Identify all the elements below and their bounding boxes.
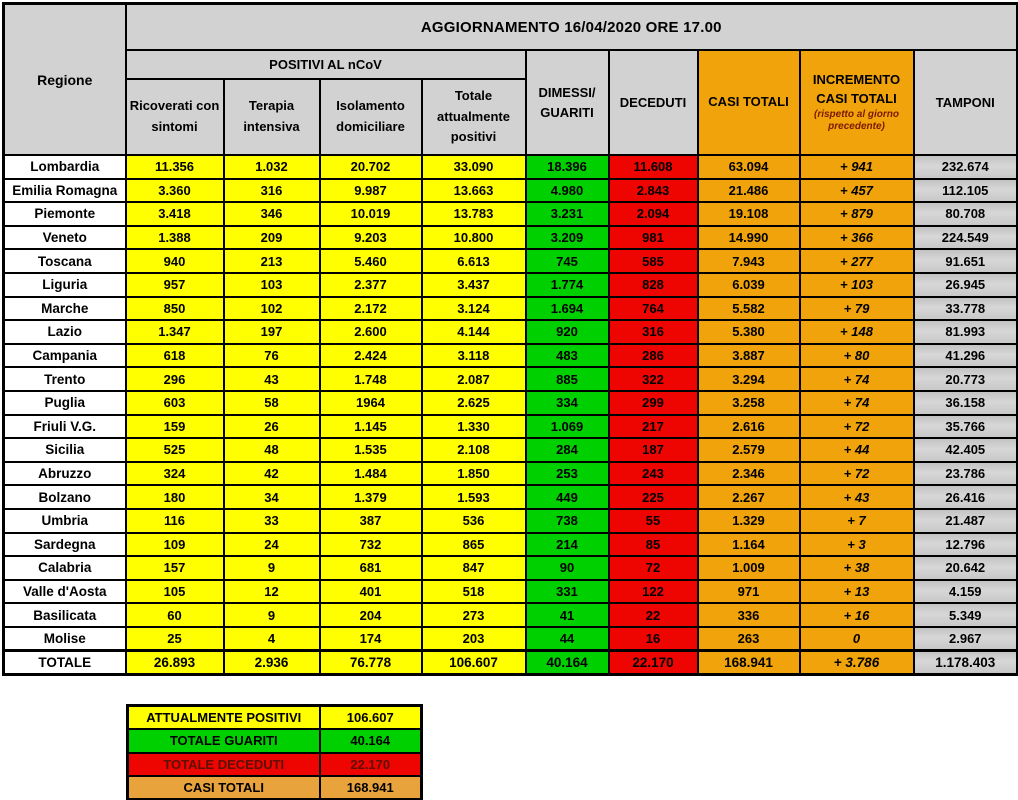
cell-totale-attualmente-positivi: 3.118	[422, 344, 526, 368]
cell-incremento-casi-totali: + 3.786	[800, 650, 914, 674]
cell-tamponi: 26.945	[914, 273, 1018, 297]
cell-tamponi: 112.105	[914, 179, 1018, 203]
cell-totale-attualmente-positivi: 1.850	[422, 462, 526, 486]
totale-positivi-header: Totale attualmente positivi	[422, 79, 526, 155]
legend-label: CASI TOTALI	[128, 776, 320, 800]
cell-deceduti: 981	[609, 226, 698, 250]
cell-ricoverati-con-sintomi: 26.893	[126, 650, 224, 674]
cell-terapia-intensiva: 1.032	[224, 155, 320, 179]
cell-incremento-casi-totali: + 44	[800, 438, 914, 462]
cell-dimessi-guariti: 214	[526, 533, 609, 557]
cell-dimessi-guariti: 18.396	[526, 155, 609, 179]
cell-totale-attualmente-positivi: 2.108	[422, 438, 526, 462]
cell-ricoverati-con-sintomi: 25	[126, 627, 224, 651]
cell-ricoverati-con-sintomi: 109	[126, 533, 224, 557]
cell-isolamento-domiciliare: 1.484	[320, 462, 422, 486]
cell-isolamento-domiciliare: 387	[320, 509, 422, 533]
region-name: Liguria	[4, 273, 126, 297]
cell-dimessi-guariti: 483	[526, 344, 609, 368]
cell-terapia-intensiva: 34	[224, 485, 320, 509]
cell-ricoverati-con-sintomi: 1.347	[126, 320, 224, 344]
cell-tamponi: 80.708	[914, 202, 1018, 226]
cell-terapia-intensiva: 76	[224, 344, 320, 368]
region-name: Veneto	[4, 226, 126, 250]
cell-casi-totali: 21.486	[698, 179, 800, 203]
cell-totale-attualmente-positivi: 10.800	[422, 226, 526, 250]
cell-isolamento-domiciliare: 1.748	[320, 367, 422, 391]
cell-tamponi: 42.405	[914, 438, 1018, 462]
cell-deceduti: 22.170	[609, 650, 698, 674]
cell-dimessi-guariti: 41	[526, 603, 609, 627]
incremento-header	[800, 50, 914, 155]
cell-isolamento-domiciliare: 1.535	[320, 438, 422, 462]
legend-row	[128, 753, 422, 777]
cell-ricoverati-con-sintomi: 60	[126, 603, 224, 627]
cell-terapia-intensiva: 12	[224, 580, 320, 604]
covid-update-table	[2, 2, 1018, 676]
cell-dimessi-guariti: 331	[526, 580, 609, 604]
region-name: Abruzzo	[4, 462, 126, 486]
tamponi-header: TAMPONI	[914, 50, 1018, 155]
cell-ricoverati-con-sintomi: 940	[126, 249, 224, 273]
cell-casi-totali: 971	[698, 580, 800, 604]
cell-casi-totali: 6.039	[698, 273, 800, 297]
cell-tamponi: 26.416	[914, 485, 1018, 509]
cell-dimessi-guariti: 1.694	[526, 297, 609, 321]
cell-isolamento-domiciliare: 76.778	[320, 650, 422, 674]
cell-dimessi-guariti: 738	[526, 509, 609, 533]
cell-terapia-intensiva: 2.936	[224, 650, 320, 674]
legend-value: 22.170	[320, 753, 422, 777]
cell-totale-attualmente-positivi: 33.090	[422, 155, 526, 179]
cell-deceduti: 11.608	[609, 155, 698, 179]
table-row	[4, 226, 1018, 250]
cell-tamponi: 224.549	[914, 226, 1018, 250]
table-row	[4, 485, 1018, 509]
cell-deceduti: 286	[609, 344, 698, 368]
cell-totale-attualmente-positivi: 865	[422, 533, 526, 557]
region-name: Sicilia	[4, 438, 126, 462]
table-row	[4, 533, 1018, 557]
cell-dimessi-guariti: 284	[526, 438, 609, 462]
cell-isolamento-domiciliare: 1.379	[320, 485, 422, 509]
cell-tamponi: 20.773	[914, 367, 1018, 391]
cell-casi-totali: 3.887	[698, 344, 800, 368]
legend-value: 168.941	[320, 776, 422, 800]
summary-legend	[126, 704, 423, 800]
cell-tamponi: 23.786	[914, 462, 1018, 486]
cell-casi-totali: 168.941	[698, 650, 800, 674]
cell-terapia-intensiva: 213	[224, 249, 320, 273]
table-row	[4, 627, 1018, 651]
cell-terapia-intensiva: 103	[224, 273, 320, 297]
cell-terapia-intensiva: 209	[224, 226, 320, 250]
cell-incremento-casi-totali: + 3	[800, 533, 914, 557]
table-row	[4, 391, 1018, 415]
cell-totale-attualmente-positivi: 2.625	[422, 391, 526, 415]
cell-totale-attualmente-positivi: 847	[422, 556, 526, 580]
cell-dimessi-guariti: 1.774	[526, 273, 609, 297]
cell-totale-attualmente-positivi: 518	[422, 580, 526, 604]
cell-dimessi-guariti: 40.164	[526, 650, 609, 674]
cell-deceduti: 299	[609, 391, 698, 415]
cell-terapia-intensiva: 26	[224, 415, 320, 439]
cell-totale-attualmente-positivi: 3.124	[422, 297, 526, 321]
table-row	[4, 249, 1018, 273]
terapia-intensiva-header: Terapia intensiva	[224, 79, 320, 155]
table-row	[4, 556, 1018, 580]
cell-incremento-casi-totali: + 879	[800, 202, 914, 226]
cell-ricoverati-con-sintomi: 1.388	[126, 226, 224, 250]
cell-incremento-casi-totali: + 103	[800, 273, 914, 297]
cell-terapia-intensiva: 42	[224, 462, 320, 486]
positivi-group-header: POSITIVI AL nCoV	[126, 50, 526, 79]
cell-tamponi: 232.674	[914, 155, 1018, 179]
table-row	[4, 344, 1018, 368]
cell-isolamento-domiciliare: 204	[320, 603, 422, 627]
cell-dimessi-guariti: 334	[526, 391, 609, 415]
incremento-header-title: INCREMENTO CASI TOTALI	[812, 72, 901, 106]
cell-incremento-casi-totali: + 43	[800, 485, 914, 509]
region-name: Molise	[4, 627, 126, 651]
cell-incremento-casi-totali: + 72	[800, 415, 914, 439]
cell-ricoverati-con-sintomi: 159	[126, 415, 224, 439]
table-row	[4, 415, 1018, 439]
cell-ricoverati-con-sintomi: 525	[126, 438, 224, 462]
page-title: AGGIORNAMENTO 16/04/2020 ORE 17.00	[126, 4, 1018, 51]
cell-casi-totali: 1.329	[698, 509, 800, 533]
cell-ricoverati-con-sintomi: 157	[126, 556, 224, 580]
cell-deceduti: 243	[609, 462, 698, 486]
table-row	[4, 509, 1018, 533]
cell-ricoverati-con-sintomi: 11.356	[126, 155, 224, 179]
cell-terapia-intensiva: 316	[224, 179, 320, 203]
totale-row	[4, 650, 1018, 674]
cell-dimessi-guariti: 44	[526, 627, 609, 651]
cell-casi-totali: 2.346	[698, 462, 800, 486]
region-column-header: Regione	[4, 4, 126, 156]
cell-casi-totali: 3.294	[698, 367, 800, 391]
cell-tamponi: 41.296	[914, 344, 1018, 368]
table-row	[4, 367, 1018, 391]
cell-isolamento-domiciliare: 5.460	[320, 249, 422, 273]
cell-deceduti: 22	[609, 603, 698, 627]
cell-dimessi-guariti: 745	[526, 249, 609, 273]
cell-incremento-casi-totali: + 277	[800, 249, 914, 273]
cell-deceduti: 585	[609, 249, 698, 273]
cell-ricoverati-con-sintomi: 324	[126, 462, 224, 486]
cell-deceduti: 85	[609, 533, 698, 557]
region-name: Lombardia	[4, 155, 126, 179]
ricoverati-header: Ricoverati con sintomi	[126, 79, 224, 155]
cell-incremento-casi-totali: + 148	[800, 320, 914, 344]
cell-terapia-intensiva: 102	[224, 297, 320, 321]
cell-ricoverati-con-sintomi: 3.360	[126, 179, 224, 203]
cell-tamponi: 4.159	[914, 580, 1018, 604]
cell-ricoverati-con-sintomi: 850	[126, 297, 224, 321]
cell-isolamento-domiciliare: 20.702	[320, 155, 422, 179]
cell-incremento-casi-totali: + 7	[800, 509, 914, 533]
cell-isolamento-domiciliare: 174	[320, 627, 422, 651]
cell-tamponi: 2.967	[914, 627, 1018, 651]
region-name: Friuli V.G.	[4, 415, 126, 439]
cell-incremento-casi-totali: 0	[800, 627, 914, 651]
cell-totale-attualmente-positivi: 13.783	[422, 202, 526, 226]
region-name: Sardegna	[4, 533, 126, 557]
region-name: Basilicata	[4, 603, 126, 627]
legend-label: ATTUALMENTE POSITIVI	[128, 706, 320, 730]
cell-deceduti: 217	[609, 415, 698, 439]
cell-totale-attualmente-positivi: 3.437	[422, 273, 526, 297]
cell-incremento-casi-totali: + 74	[800, 391, 914, 415]
table-row	[4, 297, 1018, 321]
cell-totale-attualmente-positivi: 106.607	[422, 650, 526, 674]
table-row	[4, 202, 1018, 226]
region-name: Puglia	[4, 391, 126, 415]
cell-dimessi-guariti: 4.980	[526, 179, 609, 203]
cell-casi-totali: 1.164	[698, 533, 800, 557]
cell-ricoverati-con-sintomi: 105	[126, 580, 224, 604]
cell-totale-attualmente-positivi: 1.593	[422, 485, 526, 509]
cell-deceduti: 187	[609, 438, 698, 462]
cell-deceduti: 2.094	[609, 202, 698, 226]
cell-deceduti: 828	[609, 273, 698, 297]
cell-deceduti: 225	[609, 485, 698, 509]
region-name: Emilia Romagna	[4, 179, 126, 203]
legend-value: 40.164	[320, 729, 422, 753]
cell-totale-attualmente-positivi: 203	[422, 627, 526, 651]
cell-isolamento-domiciliare: 681	[320, 556, 422, 580]
cell-incremento-casi-totali: + 80	[800, 344, 914, 368]
cell-dimessi-guariti: 1.069	[526, 415, 609, 439]
cell-dimessi-guariti: 90	[526, 556, 609, 580]
incremento-header-note: (rispetto al giorno precedente)	[814, 108, 899, 133]
cell-incremento-casi-totali: + 79	[800, 297, 914, 321]
cell-isolamento-domiciliare: 9.987	[320, 179, 422, 203]
cell-isolamento-domiciliare: 1.145	[320, 415, 422, 439]
cell-ricoverati-con-sintomi: 3.418	[126, 202, 224, 226]
cell-isolamento-domiciliare: 10.019	[320, 202, 422, 226]
cell-deceduti: 764	[609, 297, 698, 321]
cell-ricoverati-con-sintomi: 180	[126, 485, 224, 509]
cell-incremento-casi-totali: + 13	[800, 580, 914, 604]
cell-dimessi-guariti: 253	[526, 462, 609, 486]
cell-dimessi-guariti: 449	[526, 485, 609, 509]
cell-dimessi-guariti: 920	[526, 320, 609, 344]
cell-tamponi: 5.349	[914, 603, 1018, 627]
table-row	[4, 580, 1018, 604]
cell-deceduti: 16	[609, 627, 698, 651]
table-row	[4, 462, 1018, 486]
region-name: Valle d'Aosta	[4, 580, 126, 604]
cell-terapia-intensiva: 4	[224, 627, 320, 651]
cell-totale-attualmente-positivi: 273	[422, 603, 526, 627]
region-name: Calabria	[4, 556, 126, 580]
cell-casi-totali: 5.582	[698, 297, 800, 321]
cell-deceduti: 55	[609, 509, 698, 533]
cell-casi-totali: 2.616	[698, 415, 800, 439]
region-name: Bolzano	[4, 485, 126, 509]
cell-casi-totali: 14.990	[698, 226, 800, 250]
table-row	[4, 320, 1018, 344]
cell-terapia-intensiva: 346	[224, 202, 320, 226]
region-name: Lazio	[4, 320, 126, 344]
cell-isolamento-domiciliare: 2.172	[320, 297, 422, 321]
cell-tamponi: 91.651	[914, 249, 1018, 273]
cell-ricoverati-con-sintomi: 957	[126, 273, 224, 297]
isolamento-header: Isolamento domiciliare	[320, 79, 422, 155]
cell-incremento-casi-totali: + 72	[800, 462, 914, 486]
cell-tamponi: 33.778	[914, 297, 1018, 321]
cell-isolamento-domiciliare: 401	[320, 580, 422, 604]
table-row	[4, 438, 1018, 462]
legend-value: 106.607	[320, 706, 422, 730]
cell-ricoverati-con-sintomi: 618	[126, 344, 224, 368]
region-name: Campania	[4, 344, 126, 368]
cell-deceduti: 122	[609, 580, 698, 604]
cell-isolamento-domiciliare: 1964	[320, 391, 422, 415]
cell-casi-totali: 2.579	[698, 438, 800, 462]
cell-casi-totali: 19.108	[698, 202, 800, 226]
table-row	[4, 155, 1018, 179]
cell-tamponi: 36.158	[914, 391, 1018, 415]
dimessi-guariti-header: DIMESSI/ GUARITI	[526, 50, 609, 155]
cell-tamponi: 1.178.403	[914, 650, 1018, 674]
cell-dimessi-guariti: 3.231	[526, 202, 609, 226]
cell-tamponi: 12.796	[914, 533, 1018, 557]
legend-label: TOTALE GUARITI	[128, 729, 320, 753]
region-name: Toscana	[4, 249, 126, 273]
cell-casi-totali: 2.267	[698, 485, 800, 509]
region-name: Marche	[4, 297, 126, 321]
cell-isolamento-domiciliare: 732	[320, 533, 422, 557]
casi-totali-header: CASI TOTALI	[698, 50, 800, 155]
legend-row	[128, 776, 422, 800]
table-row	[4, 179, 1018, 203]
totale-label: TOTALE	[4, 650, 126, 674]
cell-casi-totali: 336	[698, 603, 800, 627]
cell-totale-attualmente-positivi: 2.087	[422, 367, 526, 391]
cell-ricoverati-con-sintomi: 603	[126, 391, 224, 415]
table-row	[4, 273, 1018, 297]
cell-terapia-intensiva: 43	[224, 367, 320, 391]
cell-terapia-intensiva: 24	[224, 533, 320, 557]
cell-isolamento-domiciliare: 2.377	[320, 273, 422, 297]
region-name: Trento	[4, 367, 126, 391]
legend-row	[128, 729, 422, 753]
cell-deceduti: 2.843	[609, 179, 698, 203]
deceduti-header: DECEDUTI	[609, 50, 698, 155]
cell-casi-totali: 7.943	[698, 249, 800, 273]
legend-label: TOTALE DECEDUTI	[128, 753, 320, 777]
cell-terapia-intensiva: 58	[224, 391, 320, 415]
cell-incremento-casi-totali: + 38	[800, 556, 914, 580]
cell-isolamento-domiciliare: 9.203	[320, 226, 422, 250]
cell-casi-totali: 5.380	[698, 320, 800, 344]
cell-casi-totali: 1.009	[698, 556, 800, 580]
cell-terapia-intensiva: 9	[224, 603, 320, 627]
cell-tamponi: 21.487	[914, 509, 1018, 533]
cell-ricoverati-con-sintomi: 296	[126, 367, 224, 391]
cell-terapia-intensiva: 9	[224, 556, 320, 580]
cell-isolamento-domiciliare: 2.600	[320, 320, 422, 344]
cell-incremento-casi-totali: + 366	[800, 226, 914, 250]
cell-tamponi: 20.642	[914, 556, 1018, 580]
cell-dimessi-guariti: 3.209	[526, 226, 609, 250]
cell-tamponi: 81.993	[914, 320, 1018, 344]
cell-terapia-intensiva: 48	[224, 438, 320, 462]
region-name: Piemonte	[4, 202, 126, 226]
cell-deceduti: 322	[609, 367, 698, 391]
cell-deceduti: 316	[609, 320, 698, 344]
regions-data-table	[2, 2, 1018, 676]
summary-legend-table	[126, 704, 423, 800]
cell-incremento-casi-totali: + 16	[800, 603, 914, 627]
cell-terapia-intensiva: 197	[224, 320, 320, 344]
cell-casi-totali: 63.094	[698, 155, 800, 179]
cell-isolamento-domiciliare: 2.424	[320, 344, 422, 368]
cell-ricoverati-con-sintomi: 116	[126, 509, 224, 533]
region-name: Umbria	[4, 509, 126, 533]
cell-casi-totali: 3.258	[698, 391, 800, 415]
cell-totale-attualmente-positivi: 4.144	[422, 320, 526, 344]
cell-casi-totali: 263	[698, 627, 800, 651]
cell-terapia-intensiva: 33	[224, 509, 320, 533]
cell-incremento-casi-totali: + 941	[800, 155, 914, 179]
cell-totale-attualmente-positivi: 6.613	[422, 249, 526, 273]
cell-incremento-casi-totali: + 74	[800, 367, 914, 391]
cell-deceduti: 72	[609, 556, 698, 580]
cell-totale-attualmente-positivi: 13.663	[422, 179, 526, 203]
cell-totale-attualmente-positivi: 536	[422, 509, 526, 533]
cell-tamponi: 35.766	[914, 415, 1018, 439]
cell-totale-attualmente-positivi: 1.330	[422, 415, 526, 439]
cell-incremento-casi-totali: + 457	[800, 179, 914, 203]
table-row	[4, 603, 1018, 627]
cell-dimessi-guariti: 885	[526, 367, 609, 391]
legend-row	[128, 706, 422, 730]
